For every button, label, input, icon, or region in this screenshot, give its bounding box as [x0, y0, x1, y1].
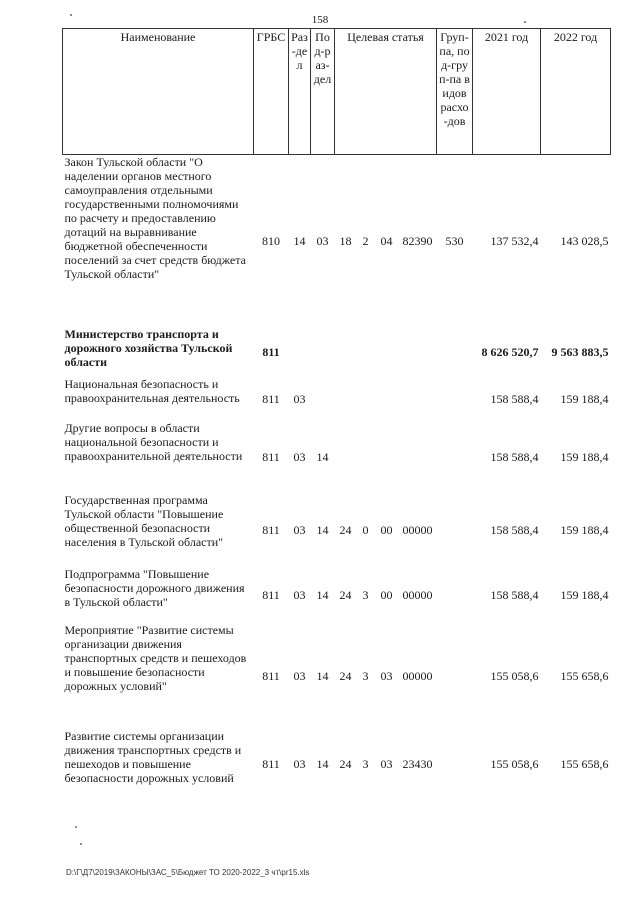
- cell-target-subprogram: 3: [362, 587, 369, 602]
- cell-target-subprogram: [357, 421, 375, 493]
- cell-razdel: [289, 327, 311, 377]
- cell-2022: 155 658,6: [560, 756, 609, 771]
- cell-grbs: 810: [262, 233, 280, 248]
- header-name: Наименование: [63, 29, 254, 155]
- cell-target-program: 24: [339, 522, 352, 537]
- cell-podrazdel: 14: [316, 449, 329, 464]
- cell-expense-group: [437, 421, 473, 493]
- cell-target-program: [335, 327, 357, 377]
- table-row: [63, 623, 611, 729]
- cell-expense-group: [437, 567, 473, 623]
- cell-razdel: 03: [293, 449, 306, 464]
- cell-expense-group: [437, 377, 473, 421]
- cell-target-direction: 00000: [402, 668, 433, 683]
- cell-podrazdel: 14: [316, 587, 329, 602]
- cell-target-event: 00: [380, 522, 393, 537]
- cell-target-event: 03: [380, 668, 393, 683]
- table-row: [63, 155, 611, 327]
- cell-podrazdel: 14: [316, 756, 329, 771]
- table-body: [63, 155, 611, 799]
- cell-target-subprogram: 3: [362, 756, 369, 771]
- cell-name: Закон Тульской области "О наделении органов местного самоуправления отдельными государственными полномочиями по расчету и предоставлению дотаций на выравнивание бюджетной обеспеченности поселений за счет средств бюджета Тульской области": [64, 155, 246, 281]
- table-row: [63, 567, 611, 623]
- cell-target-program: 18: [339, 233, 352, 248]
- table-header-row: [63, 29, 611, 155]
- cell-name: Министерство транспорта и дорожного хозяйства Тульской области: [64, 326, 233, 369]
- cell-target-event: [375, 421, 399, 493]
- scan-speck: [75, 826, 77, 828]
- cell-target-direction: [399, 377, 437, 421]
- page-number: 158: [311, 14, 329, 26]
- header-podrazdel: Под-раз-дел: [311, 29, 335, 155]
- cell-2022: 159 188,4: [560, 449, 609, 464]
- cell-grbs: 811: [262, 668, 280, 683]
- header-2021: 2021 год: [473, 29, 541, 155]
- cell-2021: 158 588,4: [490, 587, 539, 602]
- cell-target-program: [335, 377, 357, 421]
- table-row: [63, 729, 611, 799]
- cell-razdel: 03: [293, 522, 306, 537]
- cell-podrazdel: [311, 377, 335, 421]
- cell-podrazdel: [311, 327, 335, 377]
- cell-2021: 8 626 520,7: [481, 344, 539, 359]
- cell-target-program: 24: [339, 668, 352, 683]
- table-row: [63, 493, 611, 567]
- table-row: [63, 421, 611, 493]
- cell-2021: 137 532,4: [490, 233, 539, 248]
- cell-2022: 159 188,4: [560, 587, 609, 602]
- cell-target-direction: [399, 421, 437, 493]
- cell-target-program: [335, 421, 357, 493]
- cell-target-direction: 00000: [402, 522, 433, 537]
- header-grbs: ГРБС: [254, 29, 289, 155]
- cell-target-subprogram: [357, 327, 375, 377]
- cell-2021: 158 588,4: [490, 391, 539, 406]
- cell-target-event: 04: [380, 233, 393, 248]
- header-razdel: Раз-дел: [289, 29, 311, 155]
- header-target-article: Целевая статья: [335, 29, 437, 155]
- cell-grbs: 811: [262, 756, 280, 771]
- cell-2021: 158 588,4: [490, 522, 539, 537]
- cell-target-subprogram: 0: [362, 522, 369, 537]
- cell-grbs: 811: [262, 344, 280, 359]
- cell-expense-group: [437, 327, 473, 377]
- cell-razdel: 14: [293, 233, 306, 248]
- cell-target-subprogram: [357, 377, 375, 421]
- cell-2022: 159 188,4: [560, 391, 609, 406]
- cell-razdel: 03: [293, 668, 306, 683]
- cell-target-direction: 23430: [402, 756, 433, 771]
- scan-speck: [70, 14, 72, 16]
- cell-name: Другие вопросы в области национальной безопасности и правоохранительной деятельности: [64, 420, 243, 463]
- header-2022: 2022 год: [541, 29, 611, 155]
- cell-2021: 155 058,6: [490, 756, 539, 771]
- cell-expense-group: [437, 623, 473, 729]
- cell-name: Национальная безопасность и правоохранительная деятельность: [64, 376, 240, 405]
- cell-2022: 159 188,4: [560, 522, 609, 537]
- table-row: [63, 327, 611, 377]
- cell-podrazdel: 03: [316, 233, 329, 248]
- cell-2022: 9 563 883,5: [551, 344, 609, 359]
- scan-speck: [80, 843, 82, 845]
- budget-sheet: [62, 28, 610, 799]
- cell-grbs: 811: [262, 587, 280, 602]
- cell-target-direction: [399, 327, 437, 377]
- cell-target-event: [375, 377, 399, 421]
- cell-name: Мероприятие "Развитие системы организации движения транспортных средств и пешеходов и повышение безопасности дорожных условий": [64, 622, 247, 693]
- cell-target-subprogram: 2: [362, 233, 369, 248]
- cell-podrazdel: 14: [316, 668, 329, 683]
- cell-2021: 155 058,6: [490, 668, 539, 683]
- cell-expense-group: 530: [445, 233, 464, 248]
- cell-name: Подпрограмма "Повышение безопасности дорожного движения в Тульской области": [64, 566, 245, 609]
- cell-grbs: 811: [262, 449, 280, 464]
- cell-target-direction: 82390: [402, 233, 433, 248]
- cell-expense-group: [437, 493, 473, 567]
- scan-speck: [524, 21, 526, 23]
- cell-target-program: 24: [339, 587, 352, 602]
- cell-name: Развитие системы организации движения транспортных средств и пешеходов и повышение безопасности дорожных условий: [64, 728, 242, 785]
- file-path-footer: D:\Г\Д7\2019\ЗАКОНЫ\ЗАС_5\Бюджет ТО 2020-2022_3 чт\pr15.xls: [66, 868, 310, 877]
- cell-target-direction: 00000: [402, 587, 433, 602]
- cell-grbs: 811: [262, 391, 280, 406]
- cell-target-program: 24: [339, 756, 352, 771]
- cell-target-event: [375, 327, 399, 377]
- cell-2022: 155 658,6: [560, 668, 609, 683]
- cell-podrazdel: 14: [316, 522, 329, 537]
- cell-razdel: 03: [293, 391, 306, 406]
- cell-name: Государственная программа Тульской области "Повышение общественной безопасности населения в Тульской области": [64, 492, 224, 549]
- cell-2021: 158 588,4: [490, 449, 539, 464]
- cell-razdel: 03: [293, 756, 306, 771]
- budget-table: [62, 28, 611, 799]
- table-row: [63, 377, 611, 421]
- cell-2022: 143 028,5: [560, 233, 609, 248]
- cell-target-subprogram: 3: [362, 668, 369, 683]
- cell-razdel: 03: [293, 587, 306, 602]
- header-expense-group: Груп-па, под-груп-па видов расхо-дов: [437, 29, 473, 155]
- cell-target-event: 03: [380, 756, 393, 771]
- cell-target-event: 00: [380, 587, 393, 602]
- cell-expense-group: [437, 729, 473, 799]
- cell-grbs: 811: [262, 522, 280, 537]
